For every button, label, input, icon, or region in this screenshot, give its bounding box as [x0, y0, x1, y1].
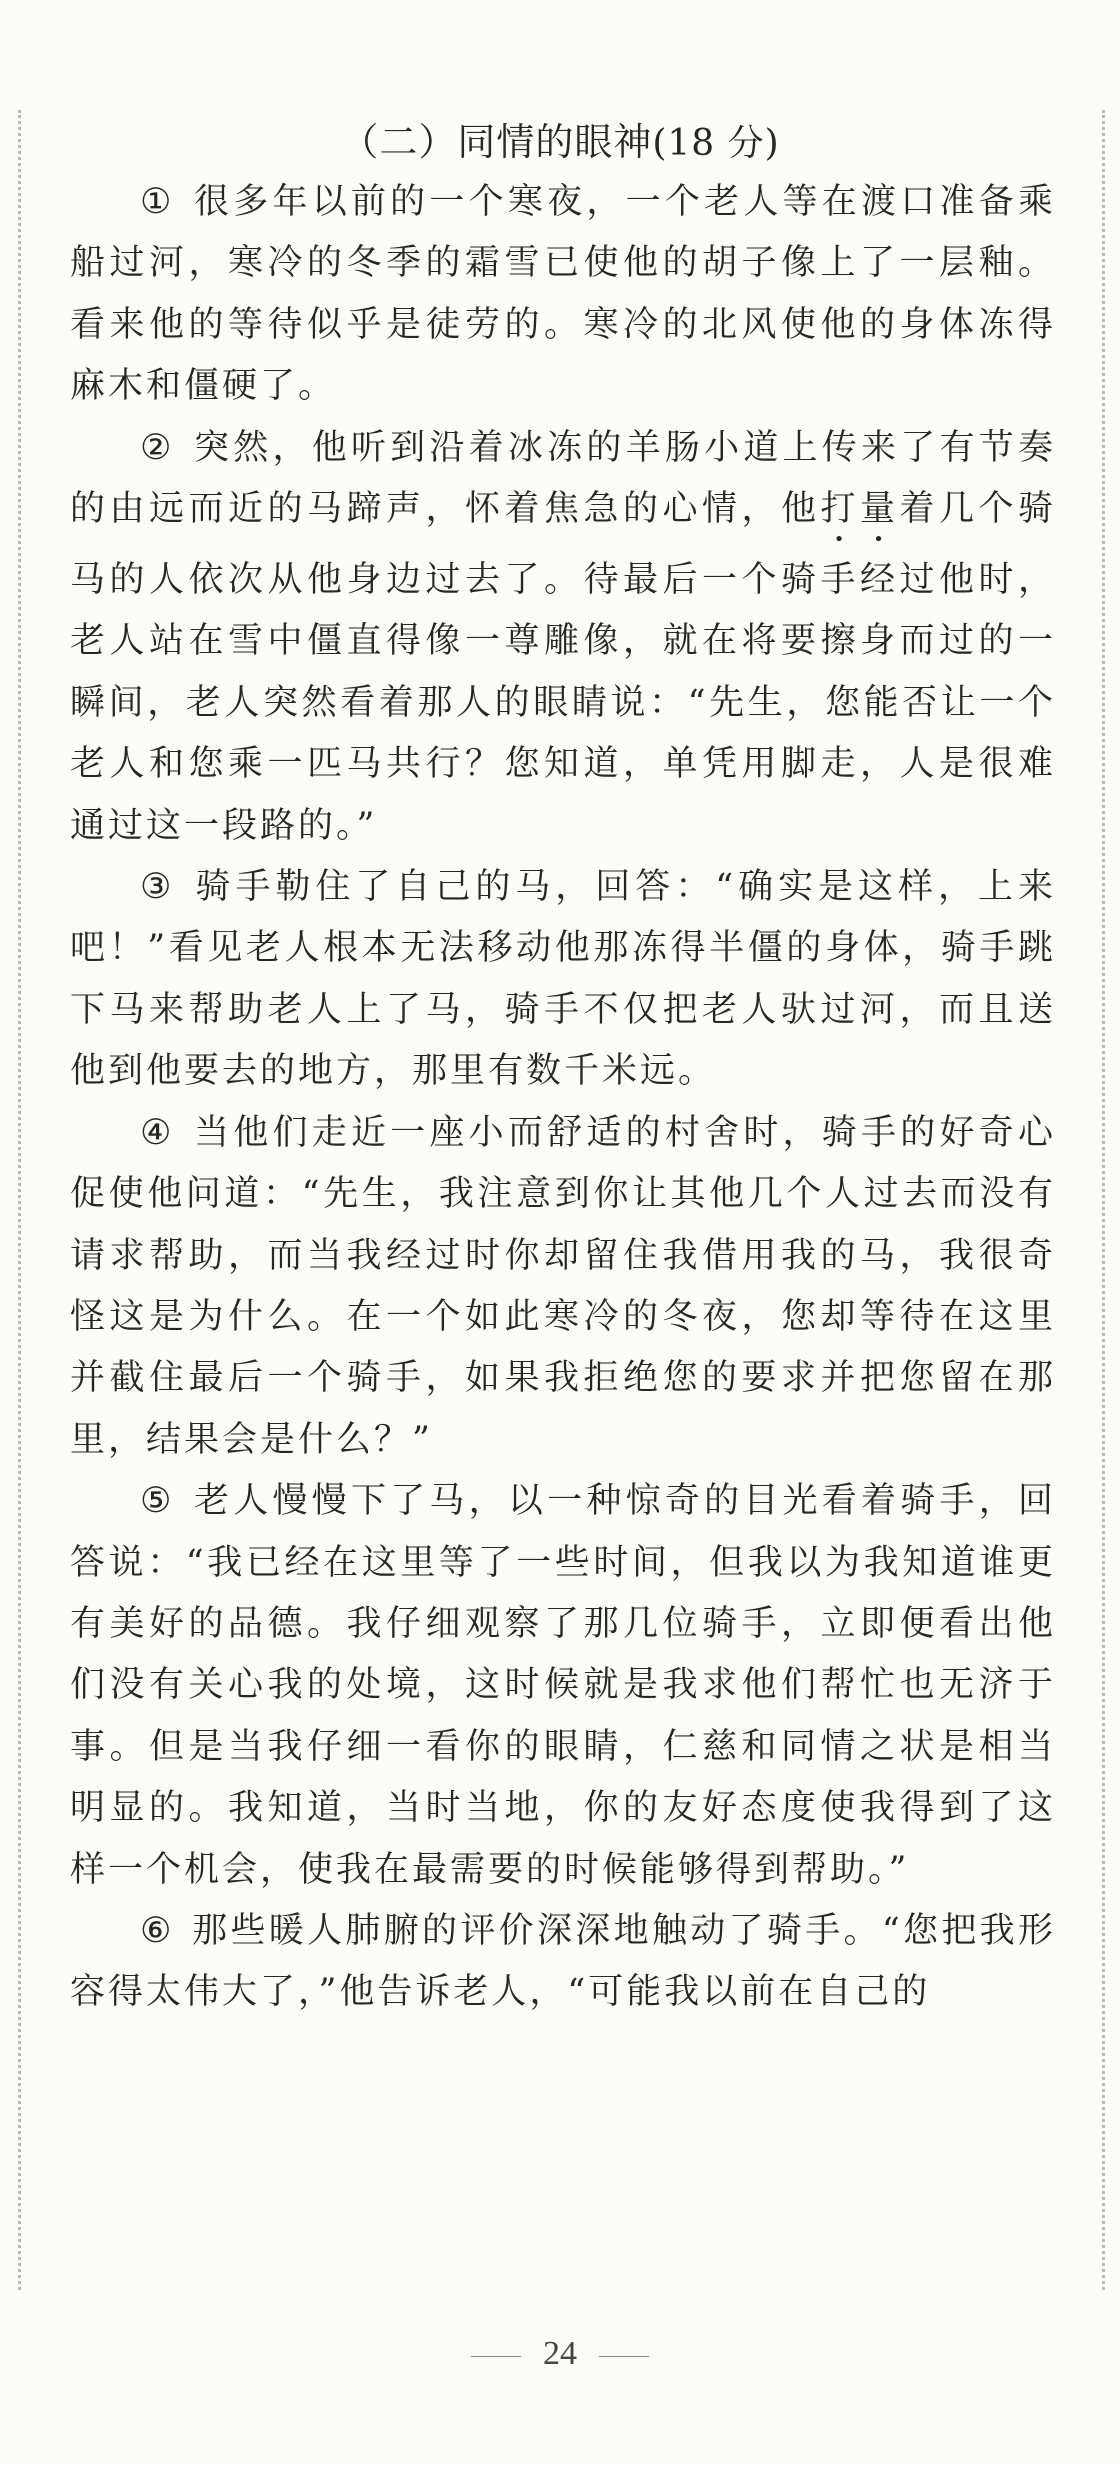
paragraph-3 [70, 857, 1056, 1103]
paragraph-1 [70, 172, 1056, 418]
paragraph-number: ① [140, 182, 179, 222]
page-footer [0, 2335, 1120, 2373]
section-title-text: （二）同情的眼神 [340, 120, 653, 164]
right-margin-dotted-line [1102, 110, 1105, 2290]
paragraph-text: 老人慢慢下了马，以一种惊奇的目光看着骑手，回答说：“我已经在这里等了一些时间，但我以为我知道谁更有美好的品德。我仔细观察了那几位骑手，立即便看出他们没有关心我的处境，这时候就是我求他们帮忙也无济于事。但是当我仔细一看你的眼睛，仁慈和同情之状是相当明显的。我知道，当时当地，你的友好态度使我得到了这样一个机会，使我在最需要的时候能够得到帮助。” [70, 1481, 1056, 1890]
paragraph-number: ⑤ [140, 1481, 179, 1522]
section-score: (18 分) [652, 123, 780, 164]
left-margin-dotted-line [18, 110, 21, 2290]
paragraph-number: ④ [140, 1112, 179, 1153]
paragraph-text: 那些暖人肺腑的评价深深地触动了骑手。“您把我形容得太伟大了，”他告诉老人，“可能我以前在自己的 [70, 1910, 1056, 2013]
paragraph-text: 很多年以前的一个寒夜，一个老人等在渡口准备乘船过河，寒冷的冬季的霜雪已使他的胡子像上了一层釉。看来他的等待似乎是徒劳的。寒冷的北风使他的身体冻得麻木和僵硬了。 [70, 182, 1056, 407]
section-title [0, 112, 1120, 174]
paragraph-text: 当他们走近一座小而舒适的村舍时，骑手的好奇心促使他问道：“先生，我注意到你让其他几个人过去而没有请求帮助，而当我经过时你却留住我借用我的马，我很奇怪这是为什么。在一个如此寒冷的冬夜，您却等待在这里并截住最后一个骑手，如果我拒绝您的要求并把您留在那里，结果会是什么？” [70, 1112, 1056, 1460]
paragraph-text-continued: 着几个骑马的人依次从他身边过去了。待最后一个骑手经过他时，老人站在雪中僵直得像一尊雕像，就在将要擦身而过的一瞬间，老人突然看着那人的眼睛说：“先生，您能否让一个老人和您乘一匹马共行？您知道，单凭用脚走，人是很难通过这一段路的。” [70, 489, 1056, 846]
article-body [70, 172, 1056, 2024]
paragraph-text: 骑手勒住了自己的马，回答：“确实是这样，上来吧！”看见老人根本无法移动他那冻得半僵的身体，骑手跳下马来帮助老人上了马，骑手不仅把老人驮过河，而且送他到他要去的地方，那里有数千米远。 [70, 867, 1056, 1092]
paragraph-5 [70, 1471, 1056, 1901]
footer-dash-right [599, 2356, 649, 2357]
paragraph-number: ② [140, 427, 179, 468]
paragraph-4 [70, 1103, 1056, 1471]
emphasized-word: 打量 [820, 489, 900, 530]
paragraph-6 [70, 1901, 1056, 2024]
paragraph-number: ⑥ [140, 1910, 178, 1951]
paragraph-text: 突然，他听到沿着冰冻的羊肠小道上传来了有节奏的由远而近的马蹄声，怀着焦急的心情，他 [70, 427, 1056, 530]
footer-dash-left [471, 2356, 521, 2357]
paragraph-number: ③ [140, 867, 180, 908]
paragraph-2 [70, 418, 1056, 857]
page-number: 24 [543, 2335, 577, 2372]
